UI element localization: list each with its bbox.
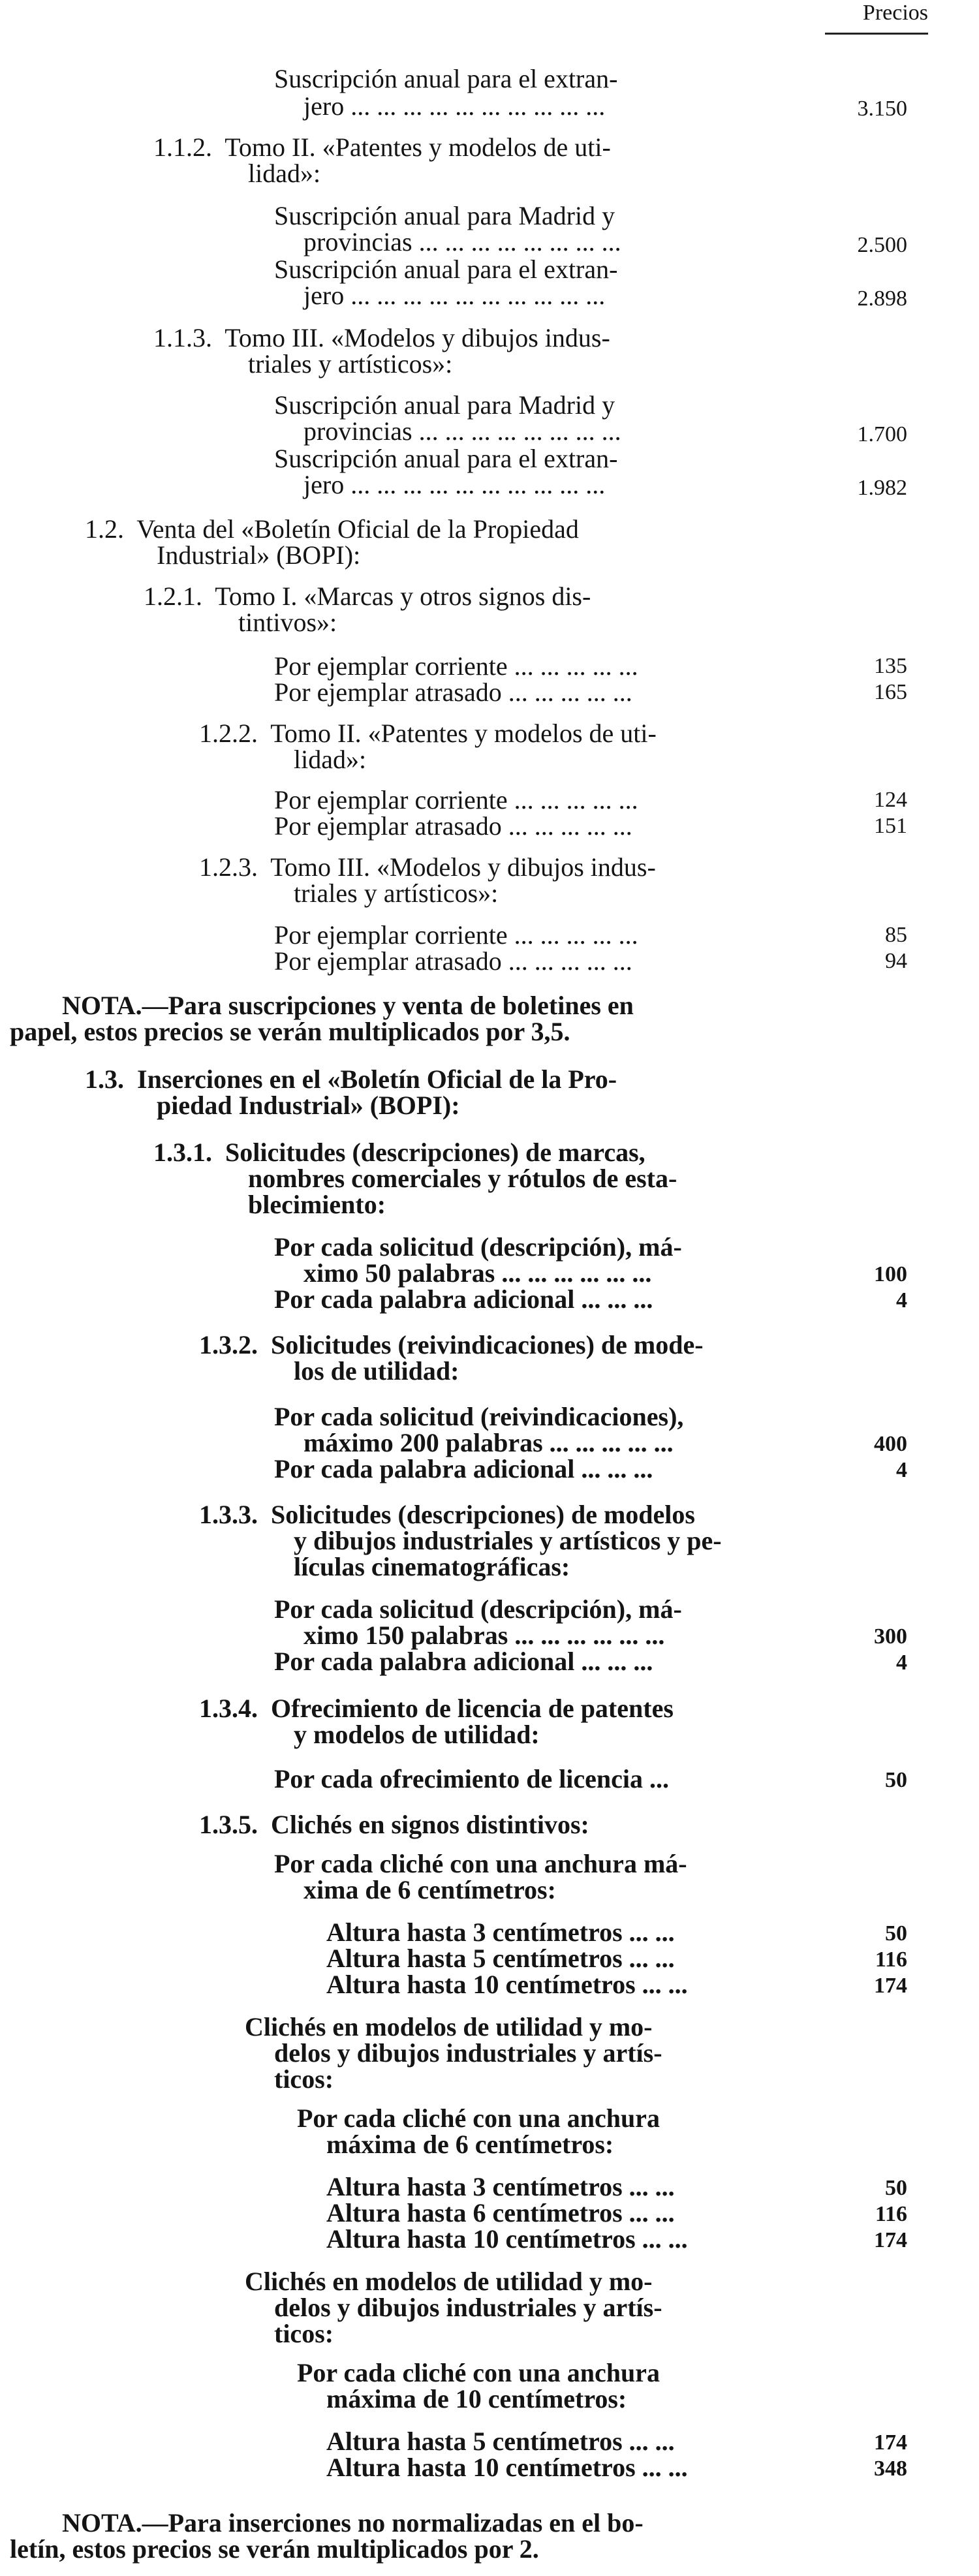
item-per-extra-word: Por cada palabra adicional ... ... ... bbox=[274, 1454, 653, 1483]
section-1-3-1-title: 1.3.1. Solicitudes (descripciones) de marcas, bbox=[153, 1138, 645, 1167]
price-value: 135 bbox=[874, 654, 907, 678]
price-value: 3.150 bbox=[857, 97, 907, 121]
price-value: 85 bbox=[885, 923, 907, 947]
subscription-madrid-line-1: Suscripción anual para Madrid y bbox=[274, 390, 615, 420]
item-per-application: Por cada solicitud (reivindicaciones), bbox=[274, 1402, 684, 1431]
price-value: 4 bbox=[896, 1651, 907, 1675]
subscription-foreign-line-2: jero ... ... ... ... ... ... ... ... ... ... bbox=[303, 91, 606, 121]
section-1-2-1-title: 1.2.1. Tomo I. «Marcas y otros signos dis- bbox=[144, 582, 591, 611]
section-1-3-4-title-cont: y modelos de utilidad: bbox=[294, 1720, 540, 1749]
price-value: 116 bbox=[875, 2202, 907, 2226]
item-per-application-cont: ximo 150 palabras ... ... ... ... ... ... bbox=[303, 1621, 665, 1650]
note-nonstandard-multiplier-cont: letín, estos precios se verán multiplicados por 2. bbox=[10, 2534, 539, 2564]
price-value: 348 bbox=[874, 2457, 907, 2481]
item-current-issue: Por ejemplar corriente ... ... ... ... ... bbox=[274, 785, 638, 815]
item-per-extra-word: Por cada palabra adicional ... ... ... bbox=[274, 1647, 653, 1676]
cliche-height-row: Altura hasta 3 centímetros ... ... bbox=[326, 2172, 675, 2201]
section-1-3-3-title-cont: lículas cinematográficas: bbox=[294, 1552, 570, 1581]
section-1-2-title-cont: Industrial» (BOPI): bbox=[157, 540, 361, 570]
cliche-height-row: Altura hasta 5 centímetros ... ... bbox=[326, 2427, 675, 2456]
subscription-madrid-line-2: provincias ... ... ... ... ... ... ... ... bbox=[303, 416, 621, 446]
section-1-3-1-title-cont: nombres comerciales y rótulos de esta- bbox=[248, 1164, 677, 1193]
price-value: 2.898 bbox=[857, 287, 907, 311]
cliche-width-6-intro-cont: máxima de 6 centímetros: bbox=[326, 2130, 614, 2159]
subscription-foreign-line-1: Suscripción anual para el extran- bbox=[274, 64, 618, 93]
section-1-3-title-cont: piedad Industrial» (BOPI): bbox=[157, 1091, 460, 1120]
cliche-models-intro-cont: delos y dibujos industriales y artís- bbox=[274, 2293, 662, 2322]
price-value: 2.500 bbox=[857, 233, 907, 257]
cliche-width-6-intro: Por cada cliché con una anchura má- bbox=[274, 1849, 687, 1878]
subscription-foreign-line-1: Suscripción anual para el extran- bbox=[274, 255, 618, 284]
section-1-3-2-title: 1.3.2. Solicitudes (reivindicaciones) de mode- bbox=[199, 1330, 704, 1359]
cliche-height-row: Altura hasta 3 centímetros ... ... bbox=[326, 1917, 675, 1947]
subscription-madrid-line-2: provincias ... ... ... ... ... ... ... ... bbox=[303, 227, 621, 256]
cliche-height-row: Altura hasta 10 centímetros ... ... bbox=[326, 2453, 688, 2482]
price-value: 400 bbox=[874, 1432, 907, 1456]
cliche-models-intro-cont: ticos: bbox=[274, 2319, 334, 2348]
item-per-application: Por cada solicitud (descripción), má- bbox=[274, 1594, 682, 1624]
cliche-height-row: Altura hasta 5 centímetros ... ... bbox=[326, 1944, 675, 1973]
item-back-issue: Por ejemplar atrasado ... ... ... ... ... bbox=[274, 677, 632, 707]
section-1-2-title: 1.2. Venta del «Boletín Oficial de la Propiedad bbox=[85, 514, 579, 544]
section-1-2-3-title: 1.2.3. Tomo III. «Modelos y dibujos indus- bbox=[199, 852, 656, 882]
item-per-application-cont: máximo 200 palabras ... ... ... ... ... bbox=[303, 1428, 674, 1457]
section-1-3-4-title: 1.3.4. Ofrecimiento de licencia de patentes bbox=[199, 1694, 674, 1723]
item-per-extra-word: Por cada palabra adicional ... ... ... bbox=[274, 1284, 653, 1314]
section-1-2-2-title: 1.2.2. Tomo II. «Patentes y modelos de uti- bbox=[199, 719, 657, 748]
section-1-2-1-title-cont: tintivos»: bbox=[238, 608, 337, 637]
cliche-models-intro: Clichés en modelos de utilidad y mo- bbox=[245, 2267, 653, 2296]
cliche-models-intro-cont: ticos: bbox=[274, 2064, 334, 2094]
price-value: 94 bbox=[885, 949, 907, 973]
subscription-foreign-line-2: jero ... ... ... ... ... ... ... ... ... ... bbox=[303, 281, 606, 310]
price-value: 300 bbox=[874, 1624, 907, 1649]
cliche-height-row: Altura hasta 10 centímetros ... ... bbox=[326, 1970, 688, 1999]
section-1-2-2-title-cont: lidad»: bbox=[294, 745, 367, 774]
section-1-2-3-title-cont: triales y artísticos»: bbox=[294, 878, 499, 908]
item-per-application-cont: ximo 50 palabras ... ... ... ... ... ... bbox=[303, 1258, 652, 1288]
price-value: 50 bbox=[885, 1768, 907, 1792]
price-value: 165 bbox=[874, 680, 907, 704]
price-value: 1.700 bbox=[857, 422, 907, 446]
cliche-width-6-intro-cont: xima de 6 centímetros: bbox=[303, 1875, 556, 1904]
price-value: 1.982 bbox=[857, 476, 907, 500]
subscription-foreign-line-1: Suscripción anual para el extran- bbox=[274, 444, 618, 473]
item-per-application: Por cada solicitud (descripción), má- bbox=[274, 1232, 682, 1262]
section-1-1-3-title-cont: triales y artísticos»: bbox=[248, 349, 453, 379]
section-1-1-2-title-cont: lidad»: bbox=[248, 159, 321, 188]
price-value: 124 bbox=[874, 788, 907, 812]
price-value: 116 bbox=[875, 1948, 907, 1972]
price-value: 50 bbox=[885, 2176, 907, 2200]
cliche-models-intro-cont: delos y dibujos industriales y artís- bbox=[274, 2038, 662, 2068]
cliche-width-10-intro-cont: máxima de 10 centímetros: bbox=[326, 2384, 627, 2413]
cliche-models-intro: Clichés en modelos de utilidad y mo- bbox=[245, 2012, 653, 2041]
section-1-3-5-title: 1.3.5. Clichés en signos distintivos: bbox=[199, 1810, 589, 1839]
cliche-height-row: Altura hasta 10 centímetros ... ... bbox=[326, 2224, 688, 2254]
note-paper-multiplier: NOTA.—Para suscripciones y venta de boletines en bbox=[62, 991, 634, 1020]
subscription-foreign-line-2: jero ... ... ... ... ... ... ... ... ... ... bbox=[303, 470, 606, 499]
subscription-madrid-line-1: Suscripción anual para Madrid y bbox=[274, 201, 615, 230]
section-1-1-3-title: 1.1.3. Tomo III. «Modelos y dibujos indus- bbox=[153, 323, 610, 352]
section-1-3-1-title-cont: blecimiento: bbox=[248, 1190, 386, 1219]
price-value: 4 bbox=[896, 1288, 907, 1312]
note-paper-multiplier-cont: papel, estos precios se verán multiplicados por 3,5. bbox=[10, 1017, 570, 1046]
section-1-3-2-title-cont: los de utilidad: bbox=[294, 1356, 459, 1386]
item-back-issue: Por ejemplar atrasado ... ... ... ... ... bbox=[274, 946, 632, 976]
item-current-issue: Por ejemplar corriente ... ... ... ... ... bbox=[274, 920, 638, 950]
section-1-3-title: 1.3. Inserciones en el «Boletín Oficial de la Pro- bbox=[85, 1064, 617, 1094]
cliche-height-row: Altura hasta 6 centímetros ... ... bbox=[326, 2198, 675, 2227]
section-1-3-3-title-cont: y dibujos industriales y artísticos y pe- bbox=[294, 1526, 722, 1555]
item-back-issue: Por ejemplar atrasado ... ... ... ... ... bbox=[274, 811, 632, 841]
price-value: 174 bbox=[874, 2430, 907, 2455]
column-header-precios: Precios bbox=[862, 1, 928, 25]
price-value: 4 bbox=[896, 1458, 907, 1482]
price-value: 100 bbox=[874, 1262, 907, 1286]
note-nonstandard-multiplier: NOTA.—Para inserciones no normalizadas en el bo- bbox=[62, 2508, 644, 2537]
cliche-width-6-intro: Por cada cliché con una anchura bbox=[297, 2103, 660, 2133]
section-1-3-3-title: 1.3.3. Solicitudes (descripciones) de modelos bbox=[199, 1500, 695, 1529]
item-per-license-offer: Por cada ofrecimiento de licencia ... bbox=[274, 1764, 670, 1793]
price-value: 174 bbox=[874, 1974, 907, 1998]
cliche-width-10-intro: Por cada cliché con una anchura bbox=[297, 2358, 660, 2387]
price-value: 50 bbox=[885, 1921, 907, 1946]
header-rule bbox=[825, 33, 928, 35]
section-1-1-2-title: 1.1.2. Tomo II. «Patentes y modelos de uti- bbox=[153, 132, 611, 162]
item-current-issue: Por ejemplar corriente ... ... ... ... ... bbox=[274, 651, 638, 681]
price-value: 174 bbox=[874, 2228, 907, 2252]
price-value: 151 bbox=[874, 814, 907, 838]
